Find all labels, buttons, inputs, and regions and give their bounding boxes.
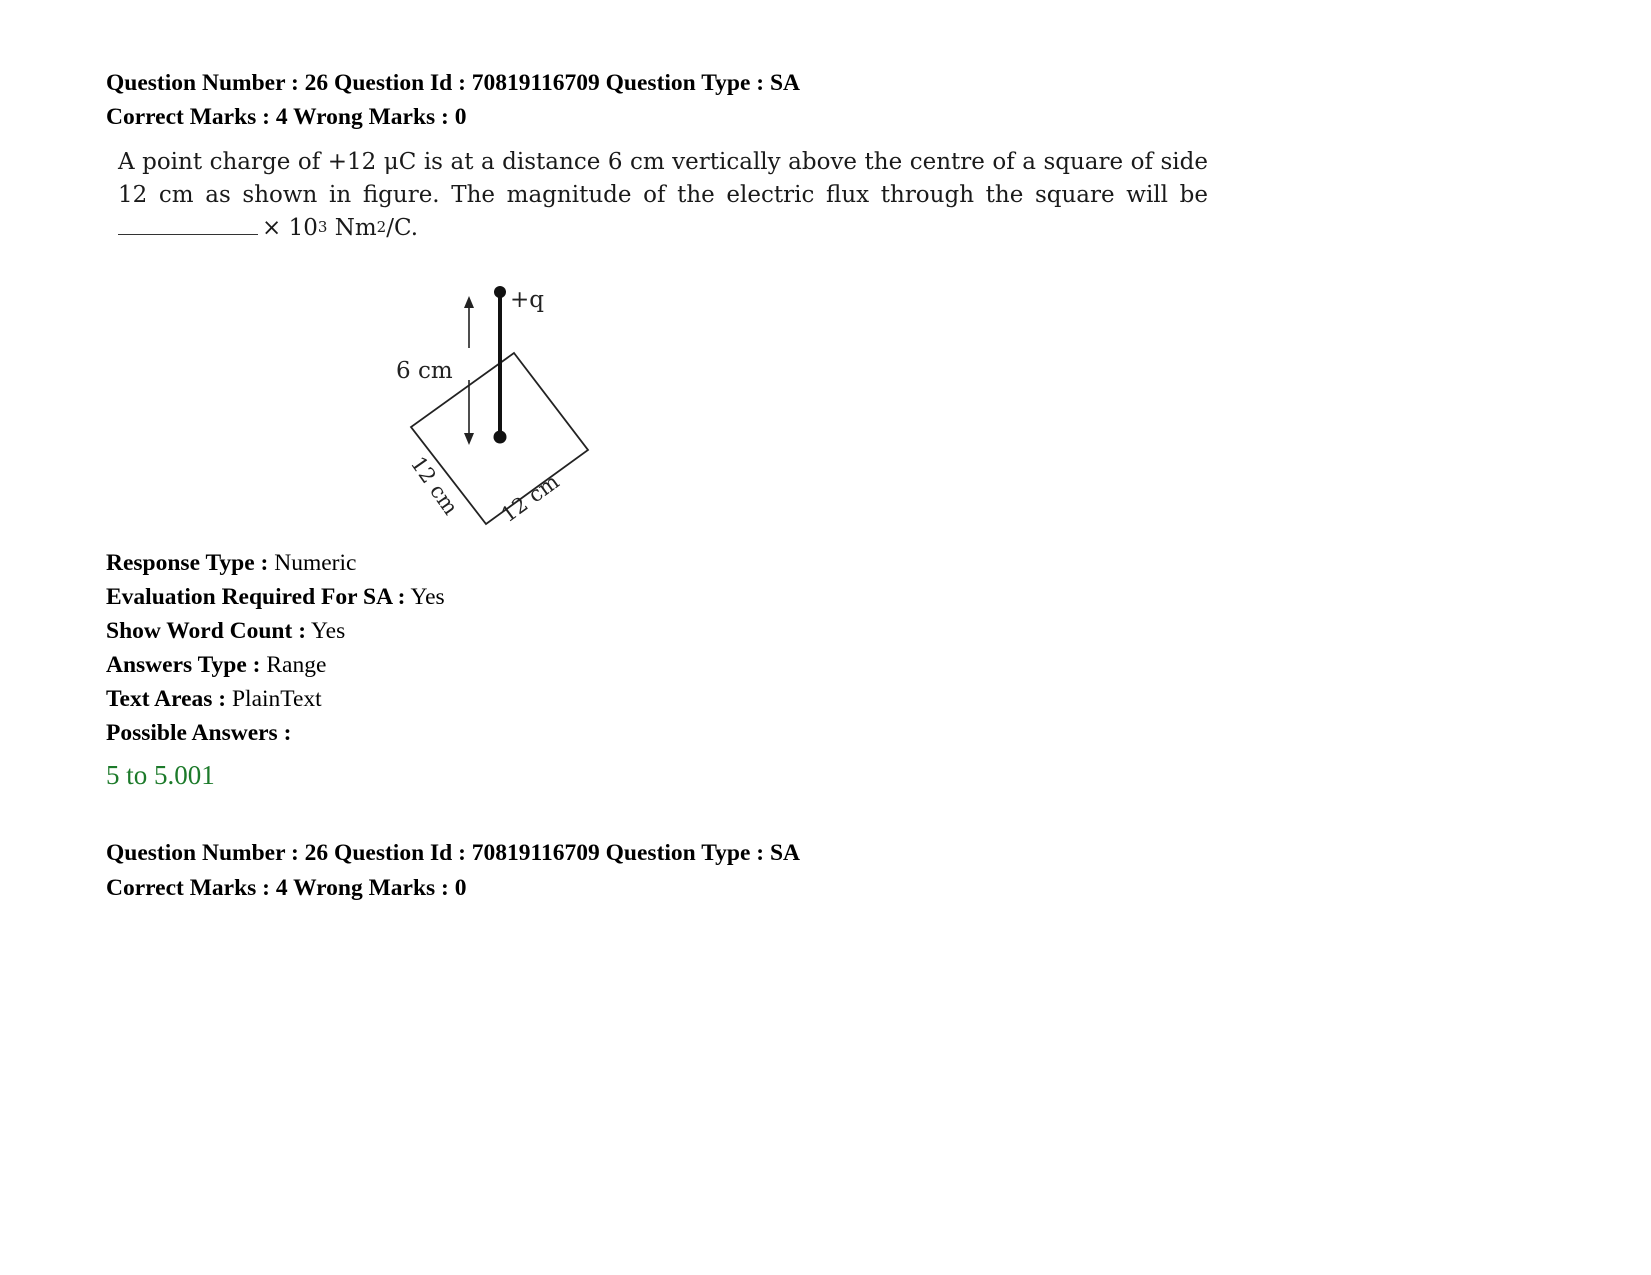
- unit-per-c: /C.: [386, 215, 419, 241]
- answers-type-key: Answers Type :: [106, 652, 261, 678]
- times-ten: × 10: [262, 215, 318, 241]
- question-header-line2: Correct Marks : 4 Wrong Marks : 0: [106, 104, 467, 130]
- answers-type-value: Range: [266, 652, 327, 678]
- centre-dot: [494, 431, 507, 444]
- word-count-value: Yes: [311, 618, 346, 644]
- possible-answers-key: Possible Answers :: [106, 720, 292, 746]
- question-text-line3: [118, 212, 1208, 245]
- response-type-row: [106, 552, 356, 576]
- arrow-up-head: [464, 296, 474, 308]
- question2-header-line2: Correct Marks : 4 Wrong Marks : 0: [106, 875, 467, 901]
- text-areas-value: PlainText: [231, 686, 322, 712]
- side-right-label: 12 cm: [496, 469, 564, 528]
- exponent-3: 3: [317, 218, 328, 236]
- text-areas-key: Text Areas :: [106, 686, 227, 712]
- answer-blank: [118, 233, 258, 235]
- text-areas-row: [106, 688, 322, 712]
- charge-dot: [494, 286, 506, 298]
- response-type-value: Numeric: [274, 550, 357, 576]
- exponent-2: 2: [376, 218, 387, 236]
- question-text-line1: A point charge of +12 μC is at a distance 6 cm vertically above the centre of a square of side: [118, 149, 1208, 175]
- possible-answer-value: 5 to 5.001: [106, 760, 215, 790]
- charge-square-figure: [380, 270, 620, 540]
- unit-nm: Nm: [327, 215, 377, 241]
- evaluation-value: Yes: [410, 584, 445, 610]
- evaluation-key: Evaluation Required For SA :: [106, 584, 406, 610]
- question-text-line2: 12 cm as shown in figure. The magnitude of the electric flux through the square will be: [118, 182, 1208, 208]
- figure-svg: [380, 270, 620, 540]
- possible-answers-row: [106, 722, 291, 746]
- question-header-line1: Question Number : 26 Question Id : 70819116709 Question Type : SA: [106, 70, 800, 96]
- question-text: [118, 146, 1208, 245]
- word-count-key: Show Word Count :: [106, 618, 307, 644]
- response-type-key: Response Type :: [106, 550, 269, 576]
- word-count-row: [106, 620, 345, 644]
- charge-label: +q: [510, 287, 544, 313]
- answers-type-row: [106, 654, 326, 678]
- evaluation-row: [106, 586, 445, 610]
- side-left-label: 12 cm: [405, 452, 463, 520]
- arrow-down-head: [464, 433, 474, 445]
- height-label: 6 cm: [396, 358, 453, 384]
- question2-header-line1: Question Number : 26 Question Id : 70819116709 Question Type : SA: [106, 840, 800, 866]
